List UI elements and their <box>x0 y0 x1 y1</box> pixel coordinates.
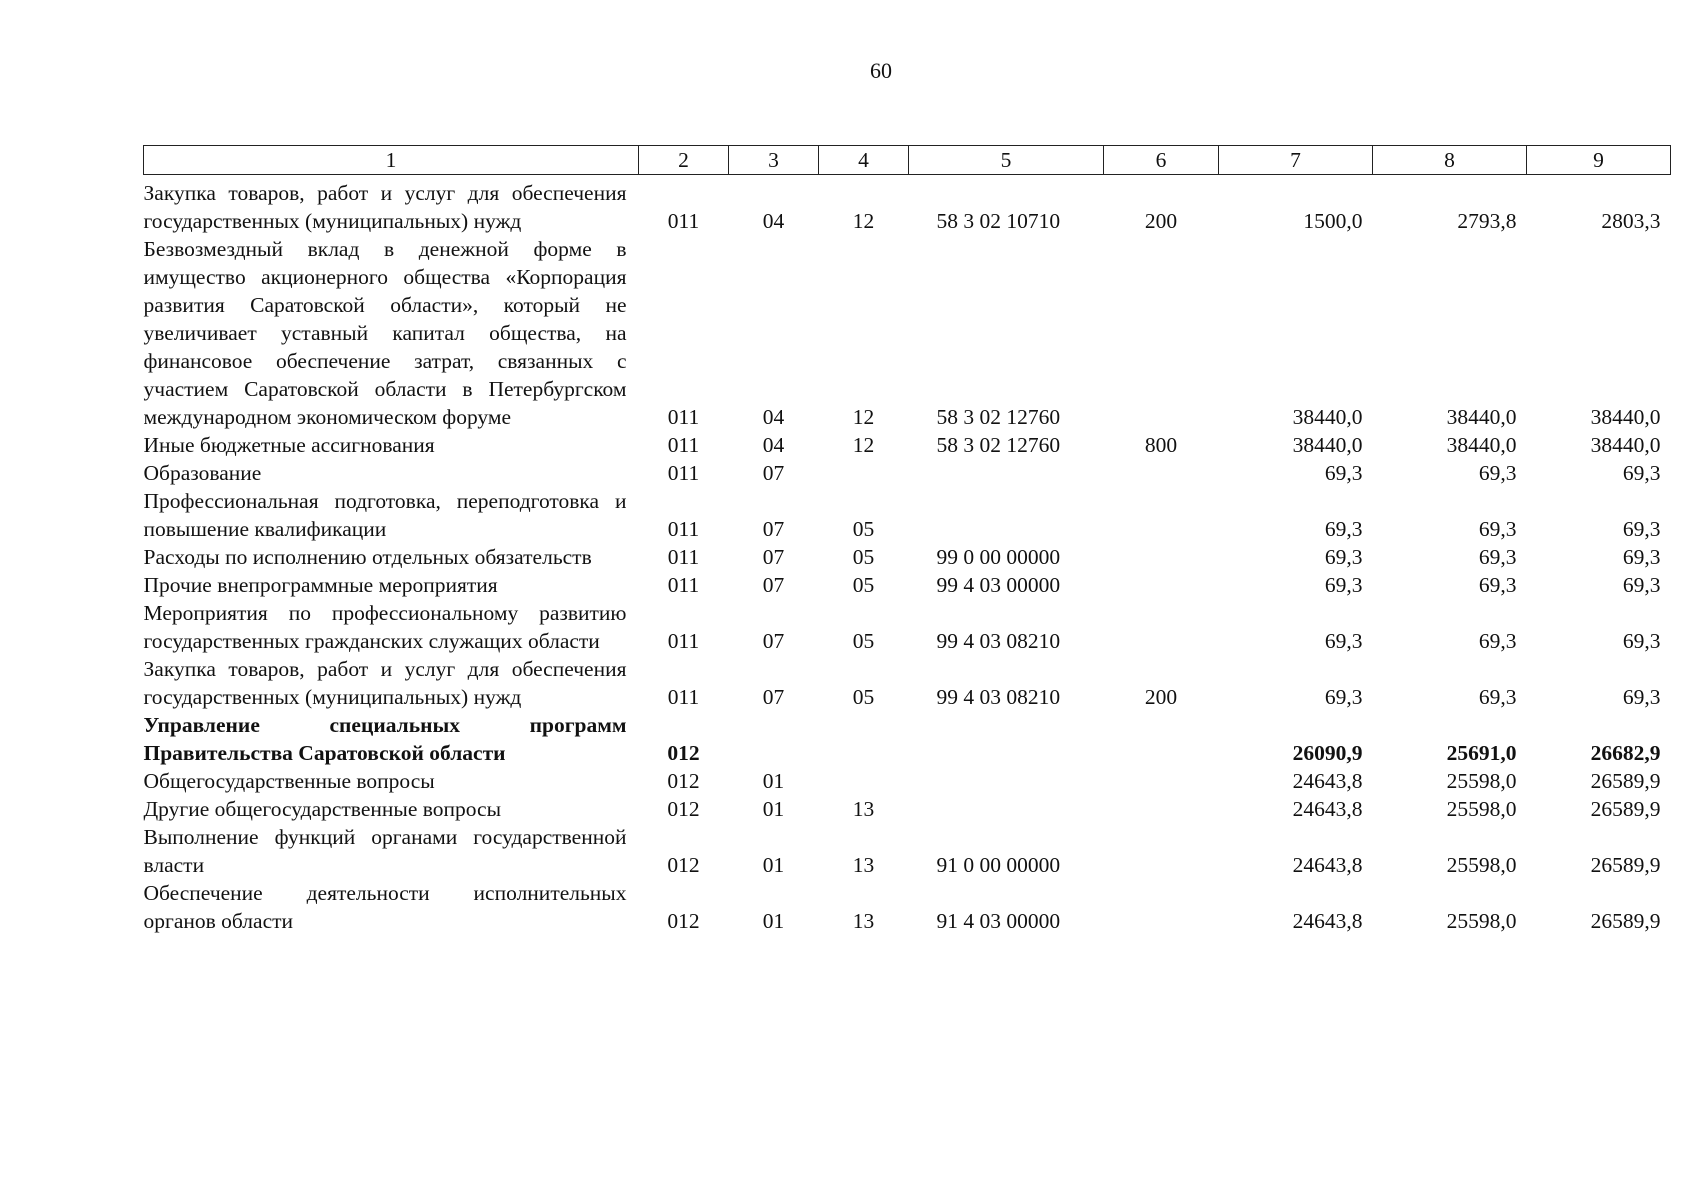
target-article-code: 58 3 02 12760 <box>936 405 1061 429</box>
section-code: 04 <box>762 209 785 233</box>
amount-year-3: 2803,3 <box>1601 209 1661 233</box>
ministry-code: 011 <box>667 517 700 541</box>
subsection-code: 12 <box>852 405 875 429</box>
amount-year-3: 69,3 <box>1622 517 1661 541</box>
amount-year-1: 69,3 <box>1324 629 1363 653</box>
target-article-code <box>909 711 1104 767</box>
expense-type-code: 200 <box>1144 685 1178 709</box>
table-row <box>144 431 1671 459</box>
item-name: Общегосударственные вопросы <box>143 769 435 793</box>
table-row <box>144 767 1671 795</box>
expense-type-code <box>1104 543 1219 571</box>
item-name: Образование <box>143 461 262 485</box>
section-code: 01 <box>762 797 785 821</box>
subsection-code: 05 <box>852 545 875 569</box>
item-name: Другие общегосударственные вопросы <box>143 797 502 821</box>
amount-year-2: 69,3 <box>1478 685 1517 709</box>
ministry-code: 011 <box>667 461 700 485</box>
expense-type-code <box>1104 487 1219 543</box>
header-cell: 9 <box>1527 146 1671 175</box>
subsection-code: 05 <box>852 573 875 597</box>
amount-year-2: 69,3 <box>1478 573 1517 597</box>
amount-year-2: 25598,0 <box>1446 853 1517 877</box>
table-row <box>144 599 1671 655</box>
section-code: 01 <box>762 909 785 933</box>
header-cell: 1 <box>144 146 639 175</box>
amount-year-3: 26682,9 <box>1590 741 1661 765</box>
amount-year-3: 26589,9 <box>1590 769 1661 793</box>
subsection-code <box>819 767 909 795</box>
section-code: 07 <box>762 517 785 541</box>
header-cell: 4 <box>819 146 909 175</box>
ministry-code: 012 <box>667 853 700 877</box>
amount-year-1: 69,3 <box>1324 517 1363 541</box>
item-name: Мероприятия по профессиональному развитию государственных гражданских служащих области <box>143 601 627 653</box>
item-name: Закупка товаров, работ и услуг для обеспечения государственных (муниципальных) нужд <box>143 181 627 233</box>
subsection-code <box>819 459 909 487</box>
section-code: 04 <box>762 405 785 429</box>
table-row <box>144 795 1671 823</box>
amount-year-2: 25691,0 <box>1446 741 1517 765</box>
header-cell: 2 <box>639 146 729 175</box>
item-name: Закупка товаров, работ и услуг для обеспечения государственных (муниципальных) нужд <box>143 657 627 709</box>
ministry-code: 011 <box>667 685 700 709</box>
header-cell: 3 <box>729 146 819 175</box>
amount-year-1: 38440,0 <box>1292 405 1363 429</box>
amount-year-3: 69,3 <box>1622 545 1661 569</box>
target-article-code: 99 0 00 00000 <box>936 545 1061 569</box>
amount-year-3: 69,3 <box>1622 629 1661 653</box>
header-cell: 8 <box>1373 146 1527 175</box>
target-article-code: 99 4 03 00000 <box>936 573 1061 597</box>
amount-year-2: 69,3 <box>1478 629 1517 653</box>
amount-year-2: 25598,0 <box>1446 909 1517 933</box>
amount-year-2: 69,3 <box>1478 545 1517 569</box>
ministry-code: 011 <box>667 573 700 597</box>
expense-type-code <box>1104 767 1219 795</box>
target-article-code <box>909 487 1104 543</box>
subsection-code: 12 <box>852 209 875 233</box>
target-article-code <box>909 459 1104 487</box>
budget-table <box>143 145 1671 935</box>
amount-year-3: 38440,0 <box>1590 405 1661 429</box>
subsection-code: 05 <box>852 629 875 653</box>
section-code: 01 <box>762 853 785 877</box>
expense-type-code <box>1104 599 1219 655</box>
amount-year-3: 38440,0 <box>1590 433 1661 457</box>
table-row <box>144 571 1671 599</box>
ministry-code: 011 <box>667 405 700 429</box>
section-code: 07 <box>762 573 785 597</box>
subsection-code: 12 <box>852 433 875 457</box>
amount-year-2: 25598,0 <box>1446 769 1517 793</box>
table-row <box>144 487 1671 543</box>
expense-type-code: 200 <box>1144 209 1178 233</box>
item-name: Безвозмездный вклад в денежной форме в имущество акционерного общества «Корпорация развития Саратовской области», который не увеличивает уставный капитал общества, на финансовое обеспечение затрат, связанных с участием Саратовской области в Петербургском международном экономическом форуме <box>143 237 627 429</box>
amount-year-1: 24643,8 <box>1292 769 1363 793</box>
section-code: 07 <box>762 629 785 653</box>
table-row <box>144 235 1671 431</box>
amount-year-3: 26589,9 <box>1590 797 1661 821</box>
target-article-code <box>909 795 1104 823</box>
table-row <box>144 823 1671 879</box>
amount-year-2: 38440,0 <box>1446 405 1517 429</box>
item-name: Выполнение функций органами государственной власти <box>143 825 627 877</box>
expense-type-code <box>1104 879 1219 935</box>
amount-year-1: 69,3 <box>1324 461 1363 485</box>
table-body <box>144 175 1671 936</box>
item-name: Расходы по исполнению отдельных обязательств <box>143 545 592 569</box>
table-row <box>144 459 1671 487</box>
amount-year-3: 69,3 <box>1622 461 1661 485</box>
ministry-code: 011 <box>667 209 700 233</box>
amount-year-3: 69,3 <box>1622 685 1661 709</box>
section-code: 07 <box>762 685 785 709</box>
amount-year-1: 24643,8 <box>1292 853 1363 877</box>
target-article-code: 91 0 00 00000 <box>936 853 1061 877</box>
item-name: Иные бюджетные ассигнования <box>143 433 435 457</box>
expense-type-code <box>1104 823 1219 879</box>
item-name: Обеспечение деятельности исполнительных органов области <box>143 881 627 933</box>
table-row <box>144 543 1671 571</box>
ministry-code: 012 <box>667 741 700 765</box>
section-code: 07 <box>762 461 785 485</box>
target-article-code: 58 3 02 12760 <box>936 433 1061 457</box>
item-name: Управление специальных программ Правительства Саратовской области <box>143 713 627 765</box>
table-row <box>144 175 1671 236</box>
subsection-code: 13 <box>852 909 875 933</box>
subsection-code: 13 <box>852 797 875 821</box>
amount-year-3: 26589,9 <box>1590 853 1661 877</box>
amount-year-1: 1500,0 <box>1303 209 1363 233</box>
amount-year-1: 69,3 <box>1324 685 1363 709</box>
ministry-code: 011 <box>667 629 700 653</box>
header-cell: 7 <box>1219 146 1373 175</box>
expense-type-code: 800 <box>1144 433 1178 457</box>
item-name: Прочие внепрограммные мероприятия <box>143 573 498 597</box>
expense-type-code <box>1104 571 1219 599</box>
item-name: Профессиональная подготовка, переподготовка и повышение квалификации <box>143 489 627 541</box>
expense-type-code <box>1104 235 1219 431</box>
amount-year-1: 69,3 <box>1324 545 1363 569</box>
subsection-code: 13 <box>852 853 875 877</box>
section-code: 01 <box>762 769 785 793</box>
target-article-code: 99 4 03 08210 <box>936 629 1061 653</box>
target-article-code: 99 4 03 08210 <box>936 685 1061 709</box>
target-article-code <box>909 767 1104 795</box>
amount-year-2: 38440,0 <box>1446 433 1517 457</box>
section-code: 04 <box>762 433 785 457</box>
amount-year-1: 24643,8 <box>1292 797 1363 821</box>
amount-year-2: 25598,0 <box>1446 797 1517 821</box>
section-code: 07 <box>762 545 785 569</box>
ministry-code: 012 <box>667 769 700 793</box>
amount-year-1: 24643,8 <box>1292 909 1363 933</box>
section-code <box>729 711 819 767</box>
subsection-code: 05 <box>852 517 875 541</box>
subsection-code: 05 <box>852 685 875 709</box>
amount-year-2: 69,3 <box>1478 461 1517 485</box>
header-cell: 5 <box>909 146 1104 175</box>
expense-type-code <box>1104 795 1219 823</box>
page-number: 60 <box>870 58 892 83</box>
amount-year-1: 38440,0 <box>1292 433 1363 457</box>
ministry-code: 011 <box>667 433 700 457</box>
amount-year-3: 69,3 <box>1622 573 1661 597</box>
amount-year-3: 26589,9 <box>1590 909 1661 933</box>
table-header-row <box>144 146 1671 175</box>
target-article-code: 91 4 03 00000 <box>936 909 1061 933</box>
expense-type-code <box>1104 711 1219 767</box>
amount-year-1: 69,3 <box>1324 573 1363 597</box>
subsection-code <box>819 711 909 767</box>
header-cell: 6 <box>1104 146 1219 175</box>
ministry-code: 012 <box>667 797 700 821</box>
amount-year-1: 26090,9 <box>1292 741 1363 765</box>
table-row <box>144 655 1671 711</box>
ministry-code: 012 <box>667 909 700 933</box>
target-article-code: 58 3 02 10710 <box>936 209 1061 233</box>
expense-type-code <box>1104 459 1219 487</box>
table-row <box>144 711 1671 767</box>
amount-year-2: 2793,8 <box>1457 209 1517 233</box>
amount-year-2: 69,3 <box>1478 517 1517 541</box>
table-row <box>144 879 1671 935</box>
ministry-code: 011 <box>667 545 700 569</box>
